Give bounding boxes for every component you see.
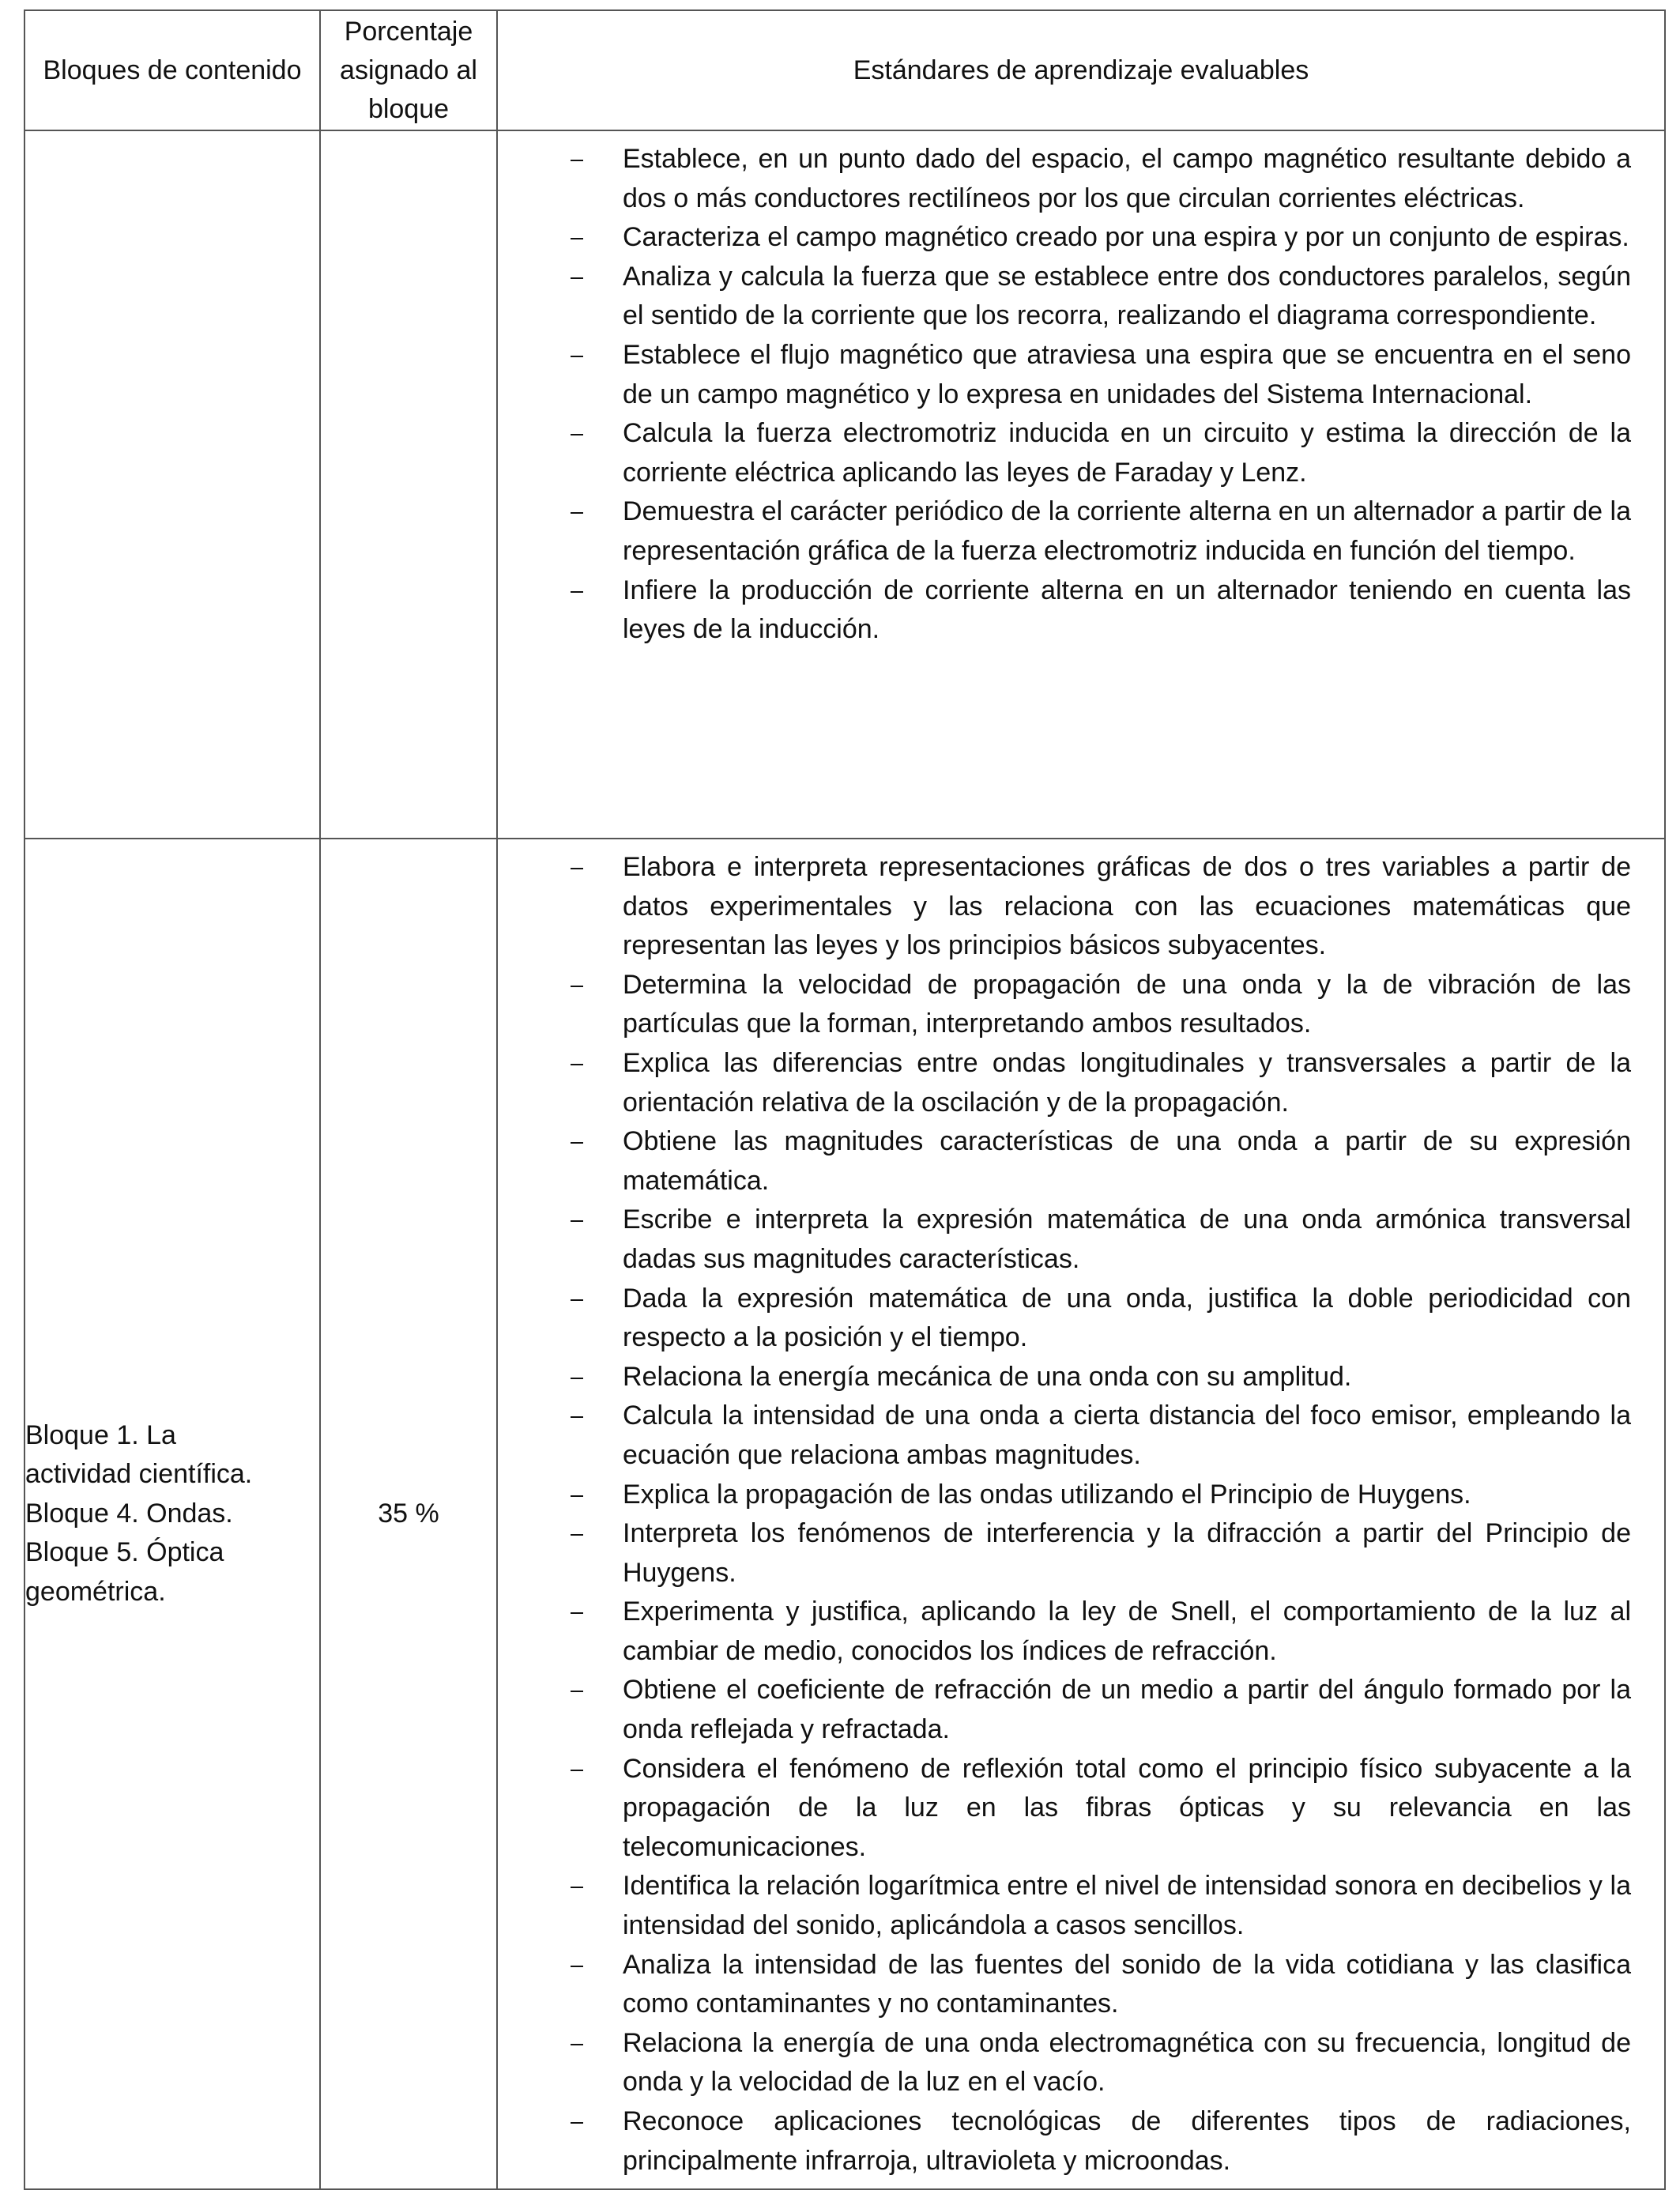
standard-item <box>498 1044 1631 1122</box>
standard-item <box>498 1946 1631 2024</box>
block-line: actividad científica. <box>25 1459 253 1490</box>
standard-text: Caracteriza el campo magnético creado por una espira y por un conjunto de espiras. <box>623 222 1629 253</box>
standard-item <box>498 1280 1631 1358</box>
standard-text: Reconoce aplicaciones tecnológicas de diferentes tipos de radiaciones, principalmente infrarroja, ultravioleta y microondas. <box>623 2106 1631 2176</box>
standard-item <box>498 258 1631 336</box>
standard-item <box>498 1867 1631 1945</box>
standard-text: Infiere la producción de corriente alterna en un alternador teniendo en cuenta las leyes de la inducción. <box>623 575 1631 645</box>
standard-item <box>498 2102 1631 2181</box>
block-cell <box>24 130 320 839</box>
standard-text: Calcula la intensidad de una onda a cierta distancia del foco emisor, empleando la ecuación que relaciona ambas magnitudes. <box>623 1400 1631 1470</box>
standard-text: Explica la propagación de las ondas utilizando el Principio de Huygens. <box>623 1479 1471 1510</box>
block-line: geométrica. <box>25 1576 166 1607</box>
standards-cell <box>497 130 1665 839</box>
standard-item <box>498 1397 1631 1475</box>
standard-text: Considera el fenómeno de reflexión total como el principio físico subyacente a la propagación de la luz en las fibras ópticas y su relevancia en las telecomunicaciones. <box>623 1753 1631 1862</box>
standard-text: Obtiene el coeficiente de refracción de un medio a partir del ángulo formado por la onda reflejada y refractada. <box>623 1675 1631 1745</box>
standard-text: Dada la expresión matemática de una onda, justifica la doble periodicidad con respecto a la posición y el tiempo. <box>623 1283 1631 1353</box>
standard-text: Experimenta y justifica, aplicando la ley de Snell, el comportamiento de la luz al cambiar de medio, conocidos los índices de refracción. <box>623 1596 1631 1666</box>
standard-item <box>498 2024 1631 2102</box>
standard-item <box>498 336 1631 414</box>
header-standards <box>497 10 1665 130</box>
standard-item <box>498 1122 1631 1201</box>
block-line: Bloque 4. Ondas. <box>25 1498 233 1529</box>
header-content-blocks-label: Bloques de contenido <box>43 55 302 85</box>
standard-text: Elabora e interpreta representaciones gráficas de dos o tres variables a partir de datos experimentales y las relaciona con las ecuaciones matemáticas que representan las leyes y los principios básicos subyacentes. <box>623 852 1631 961</box>
percentage-cell <box>320 839 497 2189</box>
standard-text: Establece el flujo magnético que atraviesa una espira que se encuentra en el seno de un campo magnético y lo expresa en unidades del Sistema Internacional. <box>623 339 1631 409</box>
block-line: Bloque 5. Óptica <box>25 1537 224 1568</box>
percentage-value: 35 % <box>378 1498 439 1529</box>
standard-text: Demuestra el carácter periódico de la corriente alterna en un alternador a partir de la representación gráfica de la fuerza electromotriz inducida en función del tiempo. <box>623 496 1631 566</box>
block-line: Bloque 1. La <box>25 1419 176 1450</box>
standard-text: Analiza la intensidad de las fuentes del sonido de la vida cotidiana y las clasifica como contaminantes y no contaminantes. <box>623 1949 1631 2019</box>
standard-item <box>498 414 1631 492</box>
table-row <box>24 839 1665 2189</box>
standard-text: Establece, en un punto dado del espacio, el campo magnético resultante debido a dos o más conductores rectilíneos por los que circulan corrientes eléctricas. <box>623 144 1631 213</box>
standard-item <box>498 218 1631 258</box>
table-header-row <box>24 10 1665 130</box>
standard-text: Analiza y calcula la fuerza que se establece entre dos conductores paralelos, según el sentido de la corriente que los recorra, realizando el diagrama correspondiente. <box>623 261 1631 331</box>
standard-item <box>498 1750 1631 1868</box>
standard-text: Determina la velocidad de propagación de una onda y la de vibración de las partículas que la forman, interpretando ambos resultados. <box>623 969 1631 1039</box>
standard-item <box>498 966 1631 1044</box>
standard-text: Relaciona la energía de una onda electromagnética con su frecuencia, longitud de onda y la velocidad de la luz en el vacío. <box>623 2027 1631 2098</box>
standard-item <box>498 140 1631 218</box>
standard-text: Explica las diferencias entre ondas longitudinales y transversales a partir de la orientación relativa de la oscilación y de la propagación. <box>623 1047 1631 1118</box>
standard-text: Calcula la fuerza electromotriz inducida en un circuito y estima la dirección de la corriente eléctrica aplicando las leyes de Faraday y Lenz. <box>623 418 1631 488</box>
standard-item <box>498 1358 1631 1397</box>
percentage-cell <box>320 130 497 839</box>
standards-cell <box>497 839 1665 2189</box>
standard-text: Interpreta los fenómenos de interferencia y la difracción a partir del Principio de Huygens. <box>623 1518 1631 1588</box>
standard-item <box>498 1671 1631 1749</box>
standard-item <box>498 571 1631 650</box>
standard-item <box>498 1514 1631 1593</box>
header-standards-label: Estándares de aprendizaje evaluables <box>853 55 1309 85</box>
standard-item <box>498 492 1631 571</box>
standard-text: Escribe e interpreta la expresión matemática de una onda armónica transversal dadas sus magnitudes características. <box>623 1204 1631 1274</box>
standard-text: Identifica la relación logarítmica entre el nivel de intensidad sonora en decibelios y la intensidad del sonido, aplicándola a casos sencillos. <box>623 1871 1631 1941</box>
standard-item <box>498 1476 1631 1515</box>
block-cell <box>24 839 320 2189</box>
standard-item <box>498 1593 1631 1671</box>
header-percentage-label: Porcentaje asignado al bloque <box>340 16 477 124</box>
header-content-blocks <box>24 10 320 130</box>
standard-item <box>498 1201 1631 1279</box>
standards-table <box>24 9 1666 2190</box>
header-percentage <box>320 10 497 130</box>
table-row <box>24 130 1665 839</box>
standard-item <box>498 848 1631 966</box>
standard-text: Obtiene las magnitudes características de una onda a partir de su expresión matemática. <box>623 1126 1631 1196</box>
standards-list <box>498 131 1664 658</box>
standard-text: Relaciona la energía mecánica de una onda con su amplitud. <box>623 1361 1352 1392</box>
standards-list <box>498 839 1664 2188</box>
